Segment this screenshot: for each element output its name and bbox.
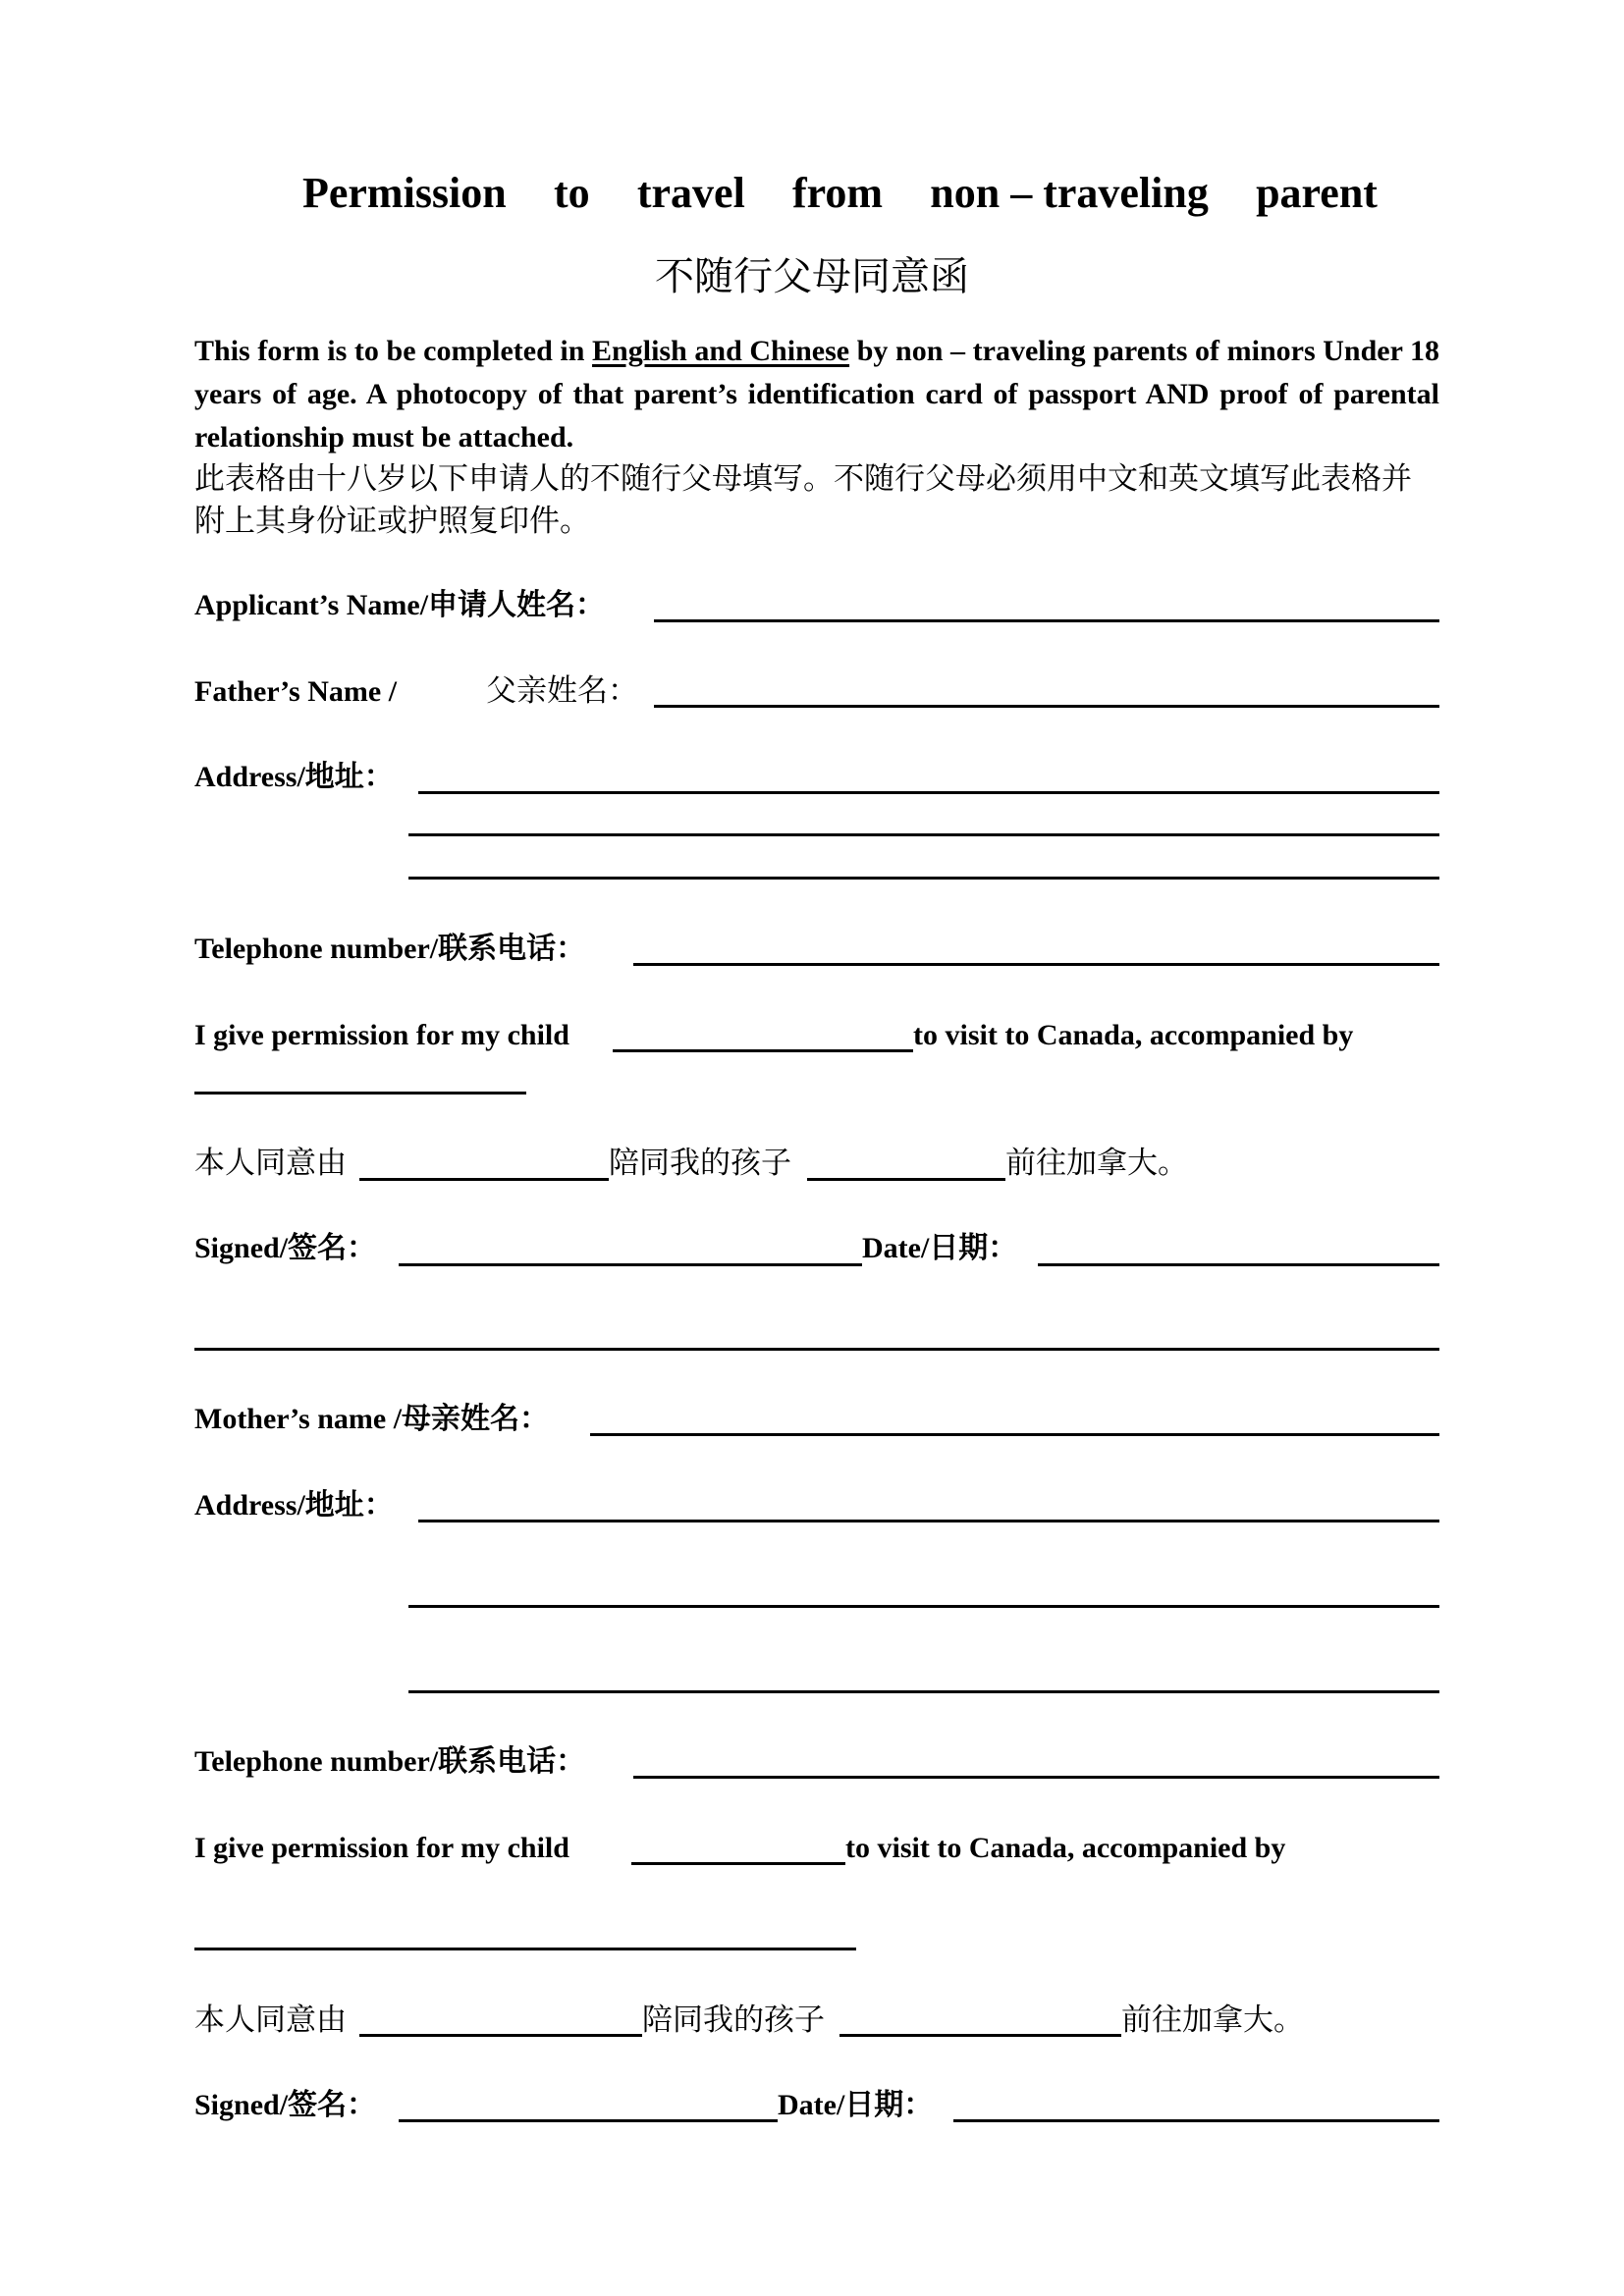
mother-zh-consent-text: 本人同意由 — [194, 2002, 347, 2037]
section-divider — [194, 1348, 1439, 1351]
mother-name-label: Mother’s name /母亲姓名： — [194, 1403, 550, 1435]
title-word: Permission — [302, 169, 507, 217]
mother-child-name-field[interactable] — [631, 1862, 845, 1865]
mother-permission-text-end: to visit to Canada, accompanied by — [845, 1832, 1286, 1864]
mother-address-field-2[interactable] — [408, 1605, 1439, 1608]
father-name-label: Father’s Name / — [194, 675, 398, 708]
title-word: from — [792, 169, 884, 217]
father-address-field-2[interactable] — [408, 833, 1439, 836]
father-zh-consent-text: 陪同我的孩子 — [609, 1146, 791, 1180]
father-address-field-1[interactable] — [418, 791, 1439, 794]
mother-date-label: Date/日期： — [778, 2089, 934, 2121]
father-address-field-3[interactable] — [408, 877, 1439, 880]
mother-accompanied-by-field[interactable] — [194, 1948, 856, 1950]
mother-permission-text: I give permission for my child — [194, 1832, 569, 1864]
mother-telephone-label: Telephone number/联系电话： — [194, 1745, 586, 1778]
father-zh-child-name-field[interactable] — [807, 1178, 1005, 1181]
mother-zh-consent-text: 前往加拿大。 — [1121, 2002, 1304, 2037]
father-telephone-label: Telephone number/联系电话： — [194, 933, 586, 965]
father-child-name-field[interactable] — [613, 1049, 913, 1052]
father-name-field[interactable] — [654, 705, 1439, 708]
mother-address-label: Address/地址： — [194, 1489, 394, 1522]
father-zh-accompanied-by-field[interactable] — [359, 1178, 609, 1181]
father-permission-text: I give permission for my child — [194, 1019, 569, 1051]
applicant-name-field[interactable] — [654, 619, 1439, 622]
mother-name-field[interactable] — [590, 1433, 1439, 1436]
applicant-name-label: Applicant’s Name/申请人姓名： — [194, 589, 606, 621]
mother-zh-child-name-field[interactable] — [839, 2034, 1121, 2037]
intro-paragraph — [194, 330, 1439, 459]
mother-zh-consent-text: 陪同我的孩子 — [642, 2002, 825, 2037]
mother-telephone-field[interactable] — [633, 1776, 1439, 1779]
title-word: travel — [636, 169, 745, 217]
father-permission-text-end: to visit to Canada, accompanied by — [913, 1019, 1354, 1051]
title-word: parent — [1256, 169, 1378, 217]
page-title — [302, 169, 1378, 217]
title-word: non – traveling — [930, 169, 1209, 217]
father-name-label-chinese: 父亲姓名： — [486, 673, 638, 708]
mother-signed-label: Signed/签名： — [194, 2089, 377, 2121]
father-zh-consent-text: 前往加拿大。 — [1005, 1146, 1188, 1180]
father-signed-label: Signed/签名： — [194, 1232, 377, 1264]
intro-text: by non – traveling parents of minors Under 18 years of age. A photocopy of that parent’s identification card of passport AND proof of parental relationship must be attached. — [194, 335, 1439, 454]
title-word: to — [553, 169, 590, 217]
intro-paragraph-chinese: 此表格由十八岁以下申请人的不随行父母填写。不随行父母必须用中文和英文填写此表格并附上其身份证或护照复印件。 — [194, 461, 1412, 538]
father-address-label: Address/地址： — [194, 761, 394, 793]
father-date-label: Date/日期： — [862, 1232, 1018, 1264]
intro-underlined-text: English and Chinese — [592, 335, 850, 367]
father-accompanied-by-field[interactable] — [194, 1092, 526, 1095]
page-subtitle: 不随行父母同意函 — [655, 254, 969, 298]
mother-address-field-3[interactable] — [408, 1690, 1439, 1693]
mother-date-field[interactable] — [953, 2119, 1439, 2122]
father-signature-field[interactable] — [399, 1263, 862, 1266]
father-telephone-field[interactable] — [633, 963, 1439, 966]
father-date-field[interactable] — [1038, 1263, 1439, 1266]
mother-address-field-1[interactable] — [418, 1520, 1439, 1522]
intro-text: This form is to be completed in — [194, 335, 593, 367]
mother-signature-field[interactable] — [399, 2119, 778, 2122]
father-zh-consent-text: 本人同意由 — [194, 1146, 347, 1180]
mother-zh-accompanied-by-field[interactable] — [359, 2034, 642, 2037]
